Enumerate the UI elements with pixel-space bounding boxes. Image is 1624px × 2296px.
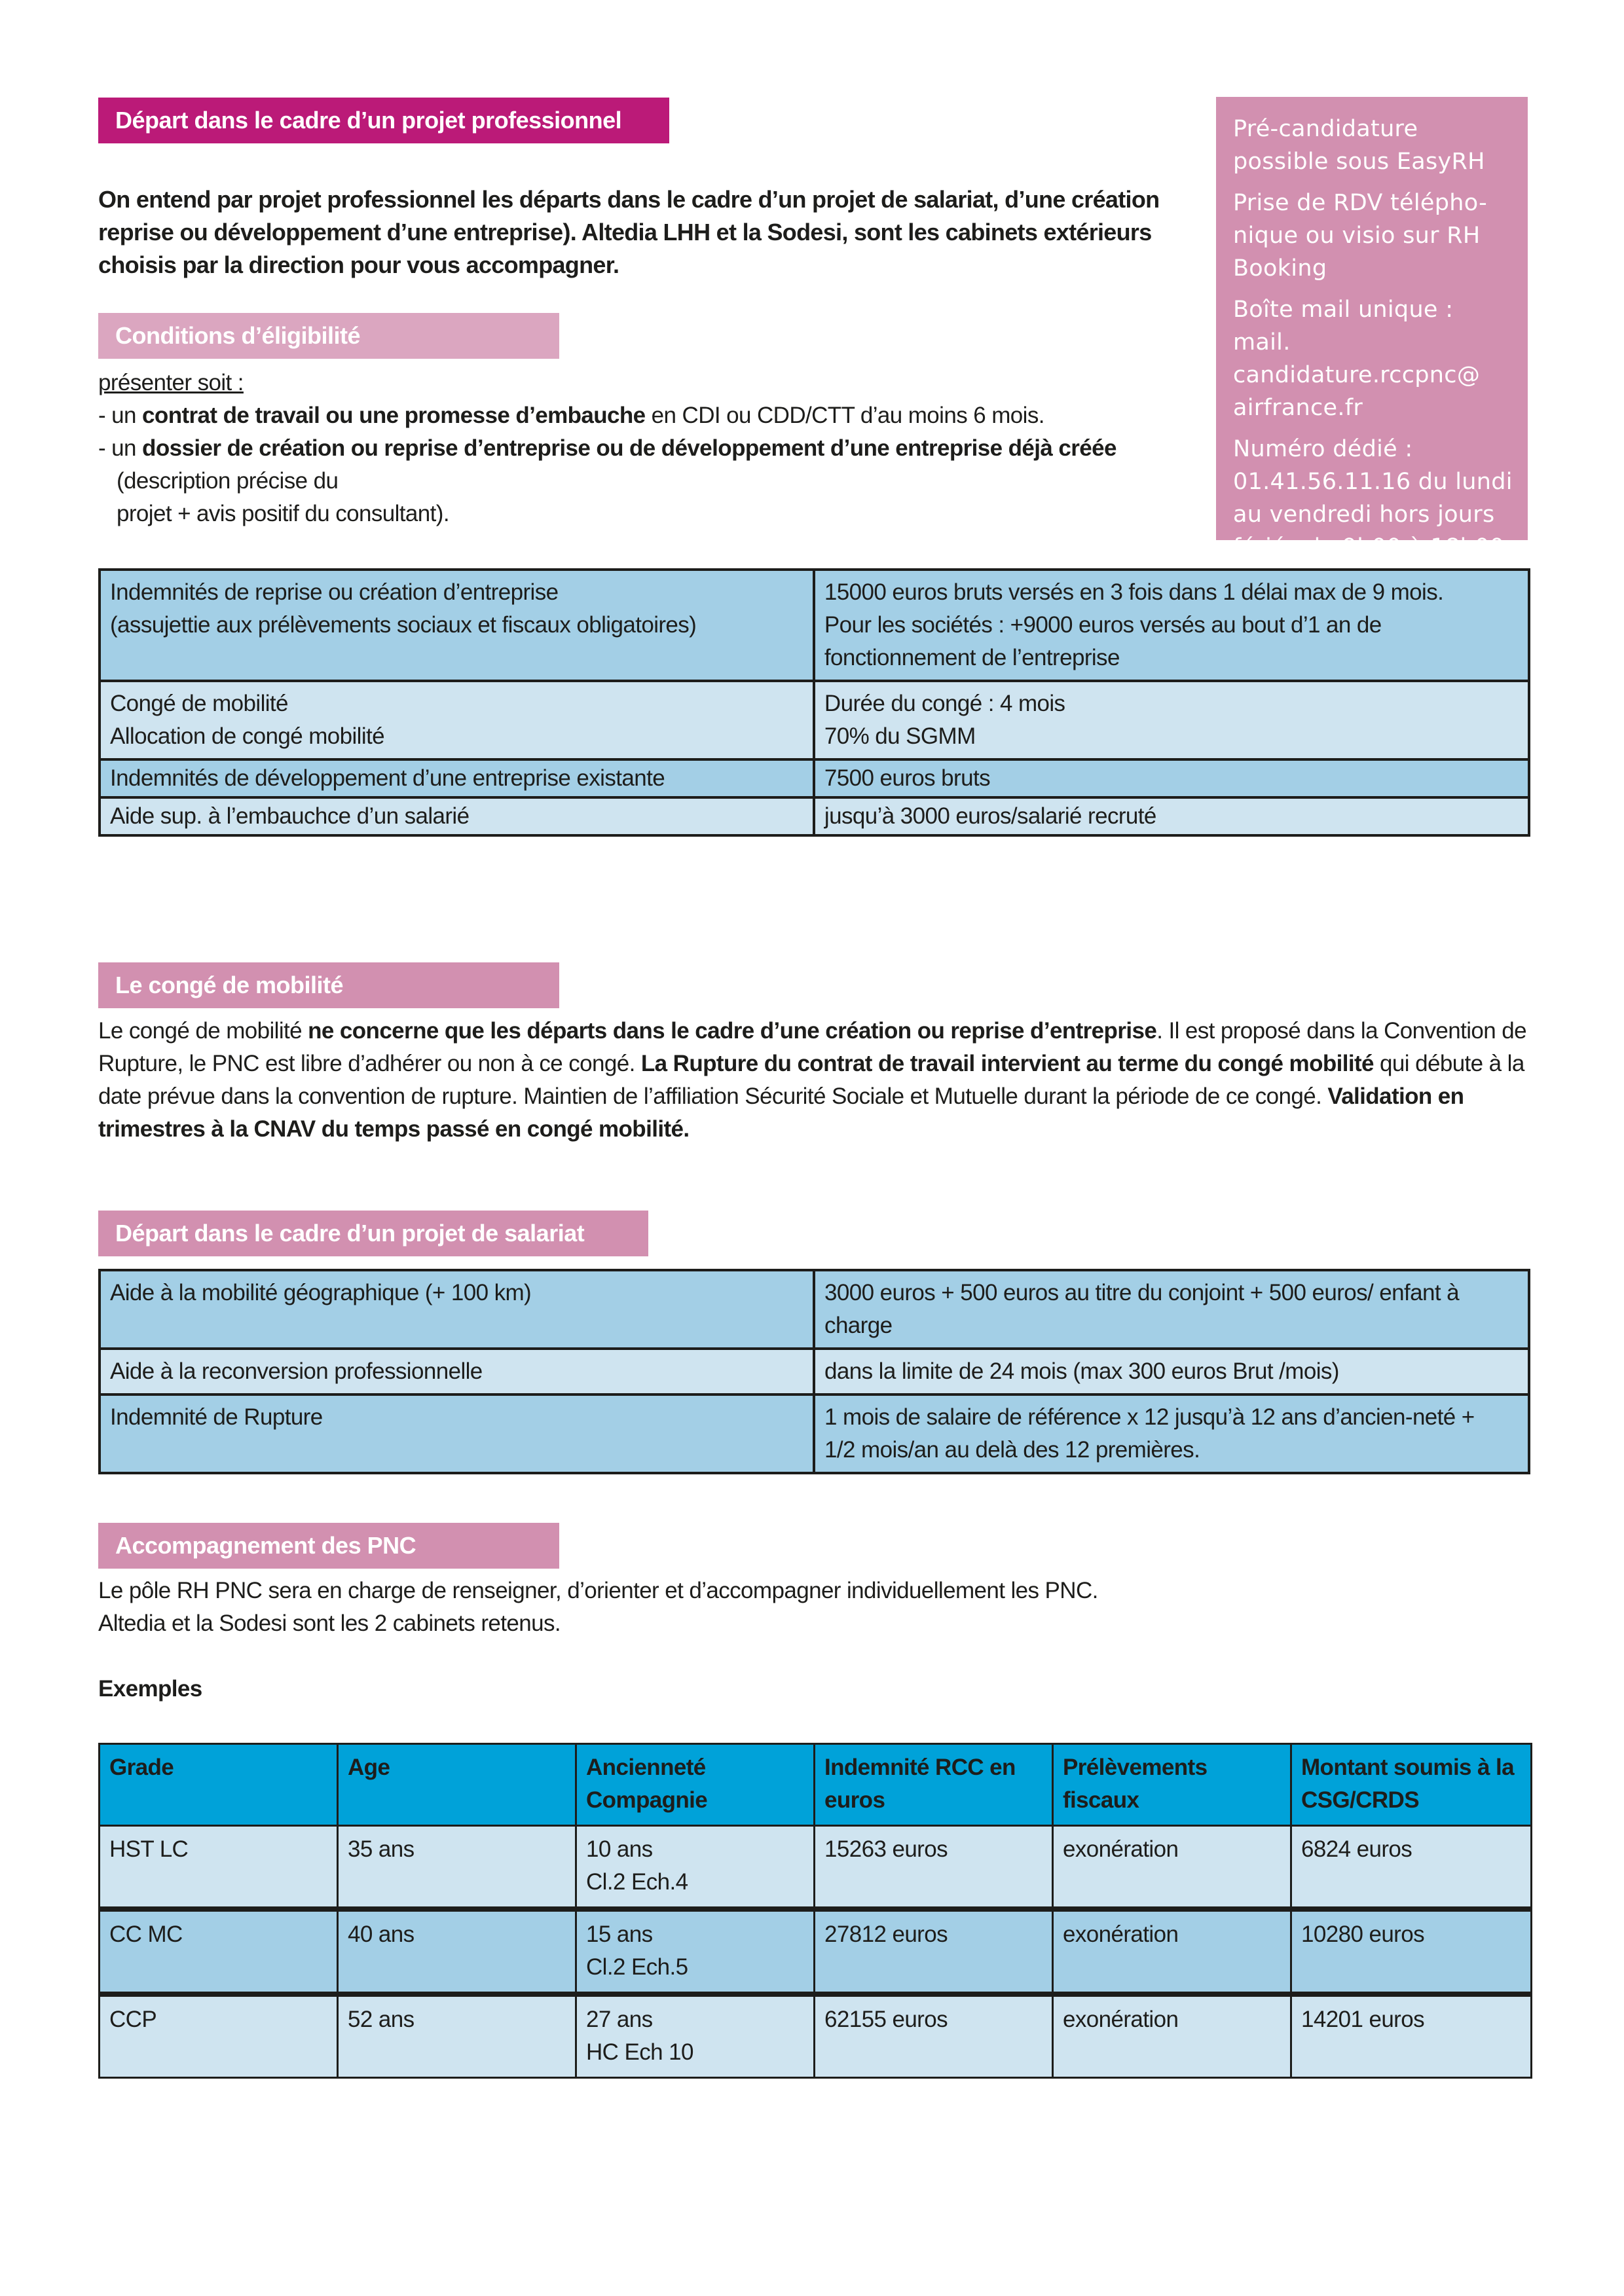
- cell-grade: CCP: [100, 1994, 338, 2078]
- cell-line: Durée du congé : 4 mois: [824, 691, 1065, 716]
- sidebar-item-rdv: Prise de RDV télépho-nique ou visio sur RH Booking: [1233, 190, 1488, 282]
- cell-line: 27 ans: [586, 2007, 653, 2032]
- eligibility-item-2: [98, 432, 1230, 530]
- cell-indemnite: 27812 euros: [815, 1909, 1053, 1994]
- text-run-bold: Validation en trimestres à la CNAV du temps passé en congé mobilité.: [98, 1084, 1464, 1142]
- table-cell-value: [814, 759, 1529, 797]
- cell-line: HC Ech 10: [586, 2039, 693, 2065]
- table-cell-value: 3000 euros + 500 euros au titre du conjoint + 500 euros/ enfant à charge: [814, 1270, 1529, 1349]
- cell-line: 15000 euros bruts versés en 3 fois dans 1 délai max de 9 mois.: [824, 579, 1444, 605]
- table-cell-value: [814, 570, 1529, 681]
- cell-prelevements: exonération: [1053, 1826, 1291, 1910]
- section-header-projet-salariat: Départ dans le cadre d’un projet de salariat: [98, 1211, 648, 1256]
- eligibility-item-2-rest: (description précise du: [117, 468, 339, 494]
- sidebar-item-phone: Numéro dédié : 01.41.56.11.16 du lundi au vendredi hors jours fériés de 9h00 à 18h00.: [1233, 436, 1513, 560]
- section-header-accompagnement: Accompagnement des PNC: [98, 1523, 559, 1569]
- eligibility-item-1-bold: contrat de travail ou une promesse d’embauche: [142, 403, 646, 428]
- eligibility-conditions: [98, 367, 1225, 530]
- intro-paragraph: On entend par projet professionnel les départs dans le cadre d’un projet de salariat, d’une création reprise ou développement d’une entreprise). Altedia LHH et la Sodesi, sont les cabinets extérieurs choisis par la direction pour vous accompagner.: [98, 186, 1160, 278]
- column-header-age: Age: [338, 1744, 576, 1826]
- cell-montant: 10280 euros: [1291, 1909, 1532, 1994]
- table-cell-label: Aide à la reconversion professionnelle: [100, 1349, 814, 1394]
- column-header-prelevements: Prélèvements fiscaux: [1053, 1744, 1291, 1826]
- support-line-1: Le pôle RH PNC sera en charge de renseigner, d’orienter et d’accompagner individuellement les PNC.: [98, 1578, 1098, 1603]
- section-header-conge-mobilite: Le congé de mobilité: [98, 962, 559, 1008]
- column-header-montant-csg: Montant soumis à la CSG/CRDS: [1291, 1744, 1532, 1826]
- table-row: [100, 1994, 1532, 2078]
- table-row: [100, 570, 1529, 681]
- column-header-grade: Grade: [100, 1744, 338, 1826]
- cell-line: Aide sup. à l’embauchce d’un salarié: [110, 803, 470, 829]
- cell-line: 10 ans: [586, 1836, 653, 1862]
- table-cell-label: [100, 570, 814, 681]
- cell-prelevements: exonération: [1053, 1994, 1291, 2078]
- cell-indemnite: 62155 euros: [815, 1994, 1053, 2078]
- table-cell-label: Indemnité de Rupture: [100, 1394, 814, 1473]
- eligibility-lead: présenter soit :: [98, 370, 244, 395]
- cell-line: 7500 euros bruts: [824, 765, 990, 791]
- sidebar-item-precandidature: Pré-candidature possible sous EasyRH: [1233, 116, 1485, 175]
- section-header-projet-professionnel: Départ dans le cadre d’un projet professionnel: [98, 98, 669, 143]
- sidebar-item-email: Boîte mail unique : mail. candidature.rccpnc@ airfrance.fr: [1233, 297, 1481, 421]
- table-row: [100, 1909, 1532, 1994]
- cell-age: 52 ans: [338, 1994, 576, 2078]
- cell-line: 15 ans: [586, 1922, 653, 1947]
- cell-anciennete: [576, 1994, 815, 2078]
- eligibility-item-2-line3: projet + avis positif du consultant).: [117, 501, 449, 526]
- cell-line: Indemnités de développement d’une entreprise existante: [110, 765, 665, 791]
- text-run: . Il est proposé dans la Convention de Rupture, le PNC est libre d’adhérer ou non à ce congé.: [98, 1018, 1527, 1076]
- support-paragraph: [98, 1575, 1539, 1640]
- eligibility-item-1: [98, 399, 1225, 432]
- cell-prelevements: exonération: [1053, 1909, 1291, 1994]
- examples-title: Exemples: [98, 1676, 202, 1702]
- table-projet-professionnel: [98, 568, 1530, 837]
- table-projet-salariat: [98, 1269, 1530, 1474]
- table-header-row: [100, 1744, 1532, 1826]
- cell-line: Allocation de congé mobilité: [110, 723, 385, 749]
- table-cell-label: [100, 681, 814, 759]
- table-row: [100, 1394, 1529, 1473]
- table-row: [100, 1826, 1532, 1910]
- support-line-2: Altedia et la Sodesi sont les 2 cabinets retenus.: [98, 1611, 561, 1636]
- text-run: Le congé de mobilité: [98, 1018, 308, 1044]
- cell-anciennete: [576, 1909, 815, 1994]
- cell-indemnite: 15263 euros: [815, 1826, 1053, 1910]
- cell-montant: 14201 euros: [1291, 1994, 1532, 2078]
- section-header-eligibilite: Conditions d’éligibilité: [98, 313, 559, 359]
- mobility-leave-paragraph: [98, 1015, 1539, 1146]
- table-row: [100, 759, 1529, 797]
- table-cell-value: [814, 797, 1529, 835]
- cell-line: Congé de mobilité: [110, 691, 288, 716]
- cell-grade: CC MC: [100, 1909, 338, 1994]
- cell-line: 70% du SGMM: [824, 723, 976, 749]
- table-cell-value: dans la limite de 24 mois (max 300 euros Brut /mois): [814, 1349, 1529, 1394]
- cell-anciennete: [576, 1826, 815, 1910]
- table-cell-value: 1 mois de salaire de référence x 12 jusqu’à 12 ans d’ancien-neté + 1/2 mois/an au delà des 12 premières.: [814, 1394, 1529, 1473]
- column-header-anciennete: Ancienneté Compagnie: [576, 1744, 815, 1826]
- eligibility-item-2-bold: dossier de création ou reprise d’entreprise ou de développement d’une entreprise déjà créée: [142, 435, 1116, 461]
- cell-line: (assujettie aux prélèvements sociaux et fiscaux obligatoires): [110, 612, 697, 638]
- cell-line: Pour les sociétés : +9000 euros versés au bout d’1 an de fonctionnement de l’entreprise: [824, 612, 1382, 670]
- text-run-bold: ne concerne que les départs dans le cadre d’une création ou reprise d’entreprise: [308, 1018, 1157, 1044]
- table-row: [100, 681, 1529, 759]
- bullet-prefix: - un: [98, 435, 143, 461]
- cell-line: jusqu’à 3000 euros/salarié recruté: [824, 803, 1156, 829]
- table-cell-label: [100, 759, 814, 797]
- cell-age: 40 ans: [338, 1909, 576, 1994]
- eligibility-item-1-rest: en CDI ou CDD/CTT d’au moins 6 mois.: [645, 403, 1044, 428]
- column-header-indemnite: Indemnité RCC en euros: [815, 1744, 1053, 1826]
- cell-line: Cl.2 Ech.5: [586, 1954, 688, 1980]
- text-run-bold: La Rupture du contrat de travail intervient au terme du congé mobilité: [640, 1051, 1374, 1076]
- table-row: [100, 797, 1529, 835]
- cell-age: 35 ans: [338, 1826, 576, 1910]
- text-run: qui débute à la date prévue dans la convention de rupture. Maintien de l’affiliation Sécurité Sociale et Mutuelle durant la période de ce congé.: [98, 1051, 1524, 1109]
- cell-line: Cl.2 Ech.4: [586, 1869, 688, 1895]
- table-row: [100, 1349, 1529, 1394]
- table-cell-value: [814, 681, 1529, 759]
- table-row: [100, 1270, 1529, 1349]
- table-cell-label: [100, 797, 814, 835]
- cell-montant: 6824 euros: [1291, 1826, 1532, 1910]
- cell-grade: HST LC: [100, 1826, 338, 1910]
- bullet-prefix: - un: [98, 403, 143, 428]
- examples-table: [98, 1743, 1532, 2079]
- info-sidebar: [1216, 97, 1528, 560]
- cell-line: Indemnités de reprise ou création d’entreprise: [110, 579, 559, 605]
- table-cell-label: Aide à la mobilité géographique (+ 100 km): [100, 1270, 814, 1349]
